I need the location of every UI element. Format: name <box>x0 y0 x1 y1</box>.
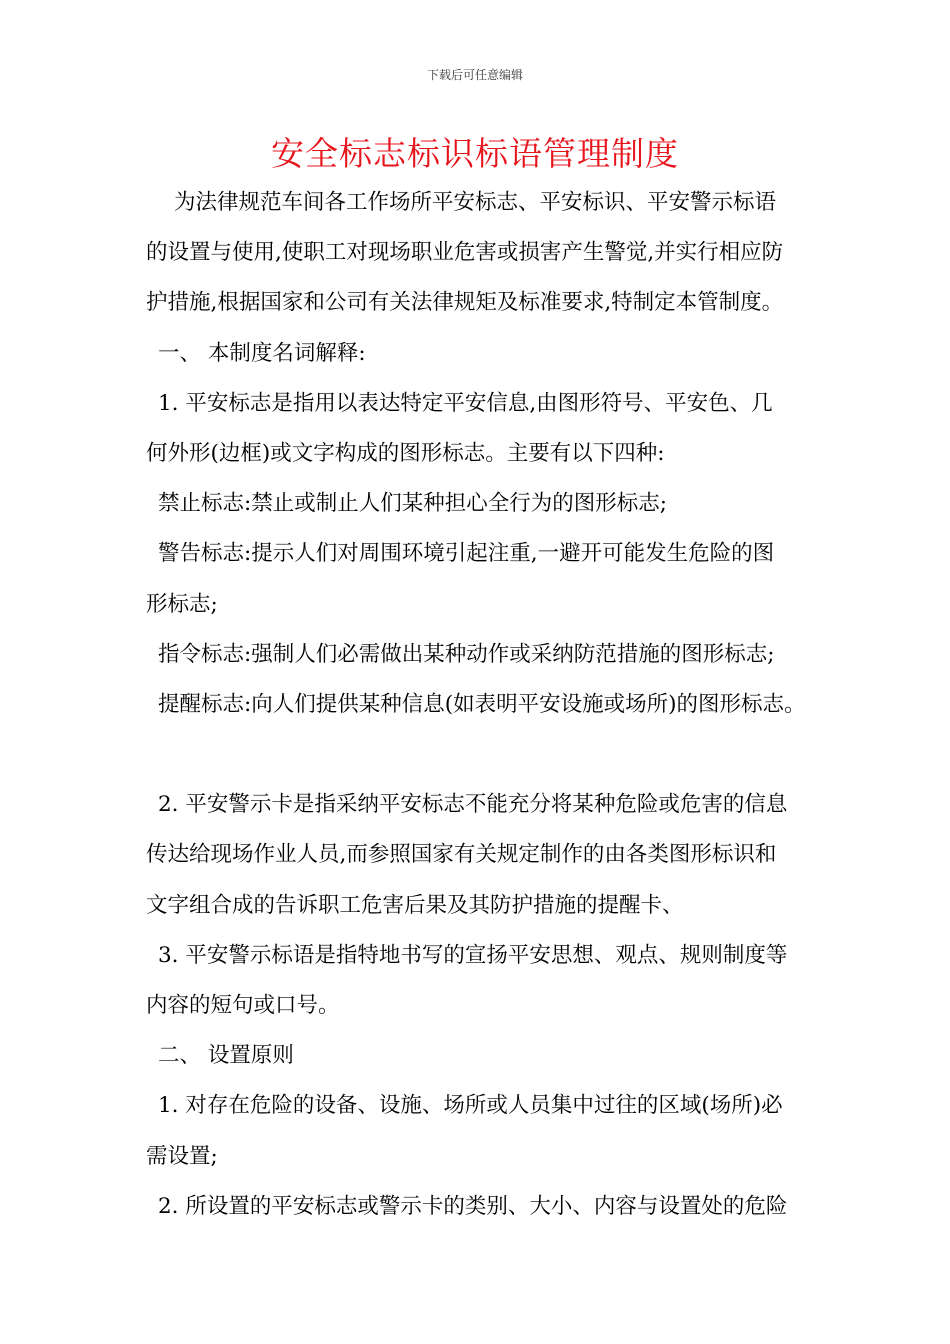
paragraph-line: 需设置; <box>146 1143 218 1169</box>
paragraph-line: 的设置与使用,使职工对现场职业危害或损害产生警觉,并实行相应防 <box>146 240 784 266</box>
blank-line <box>146 730 826 780</box>
paragraph-line: 1. 平安标志是指用以表达特定平安信息,由图形符号、平安色、几 <box>158 390 773 416</box>
paragraph-line: 护措施,根据国家和公司有关法律规矩及标准要求,特制定本管制度。 <box>146 290 784 316</box>
paragraph-line: 2. 所设置的平安标志或警示卡的类别、大小、内容与设置处的危险 <box>158 1193 788 1219</box>
paragraph-line: 为法律规范车间各工作场所平安标志、平安标识、平安警示标语 <box>174 190 777 215</box>
document-title: 安全标志标识标语管理制度 <box>271 134 679 173</box>
paragraph-line: 指令标志:强制人们必需做出某种动作或采纳防范措施的图形标志; <box>158 641 775 667</box>
paragraph-line: 提醒标志:向人们提供某种信息(如表明平安设施或场所)的图形标志。 <box>158 691 806 717</box>
paragraph-line: 内容的短句或口号。 <box>146 993 340 1018</box>
paragraph-line: 1. 对存在危险的设备、设施、场所或人员集中过往的区域(场所)必 <box>158 1093 783 1119</box>
section-heading: 二、 设置原则 <box>158 1043 294 1069</box>
paragraph-line: 传达给现场作业人员,而参照国家有关规定制作的由各类图形标识和 <box>146 842 777 868</box>
paragraph-line: 文字组合成的告诉职工危害后果及其防护措施的提醒卡、 <box>146 892 684 918</box>
document-body <box>146 178 826 1232</box>
paragraph-line: 形标志; <box>146 591 218 617</box>
paragraph-line: 禁止标志:禁止或制止人们某种担心全行为的图形标志; <box>158 491 667 517</box>
paragraph-line: 2. 平安警示卡是指采纳平安标志不能充分将某种危险或危害的信息 <box>158 792 788 818</box>
section-heading: 一、 本制度名词解释: <box>158 340 366 366</box>
paragraph-line: 警告标志:提示人们对周围环境引起注重,一避开可能发生危险的图 <box>158 541 775 567</box>
paragraph-line: 何外形(边框)或文字构成的图形标志。主要有以下四种: <box>146 440 665 466</box>
paragraph-line: 3. 平安警示标语是指特地书写的宣扬平安思想、观点、规则制度等 <box>158 942 788 968</box>
header-note: 下载后可任意编辑 <box>426 68 523 82</box>
